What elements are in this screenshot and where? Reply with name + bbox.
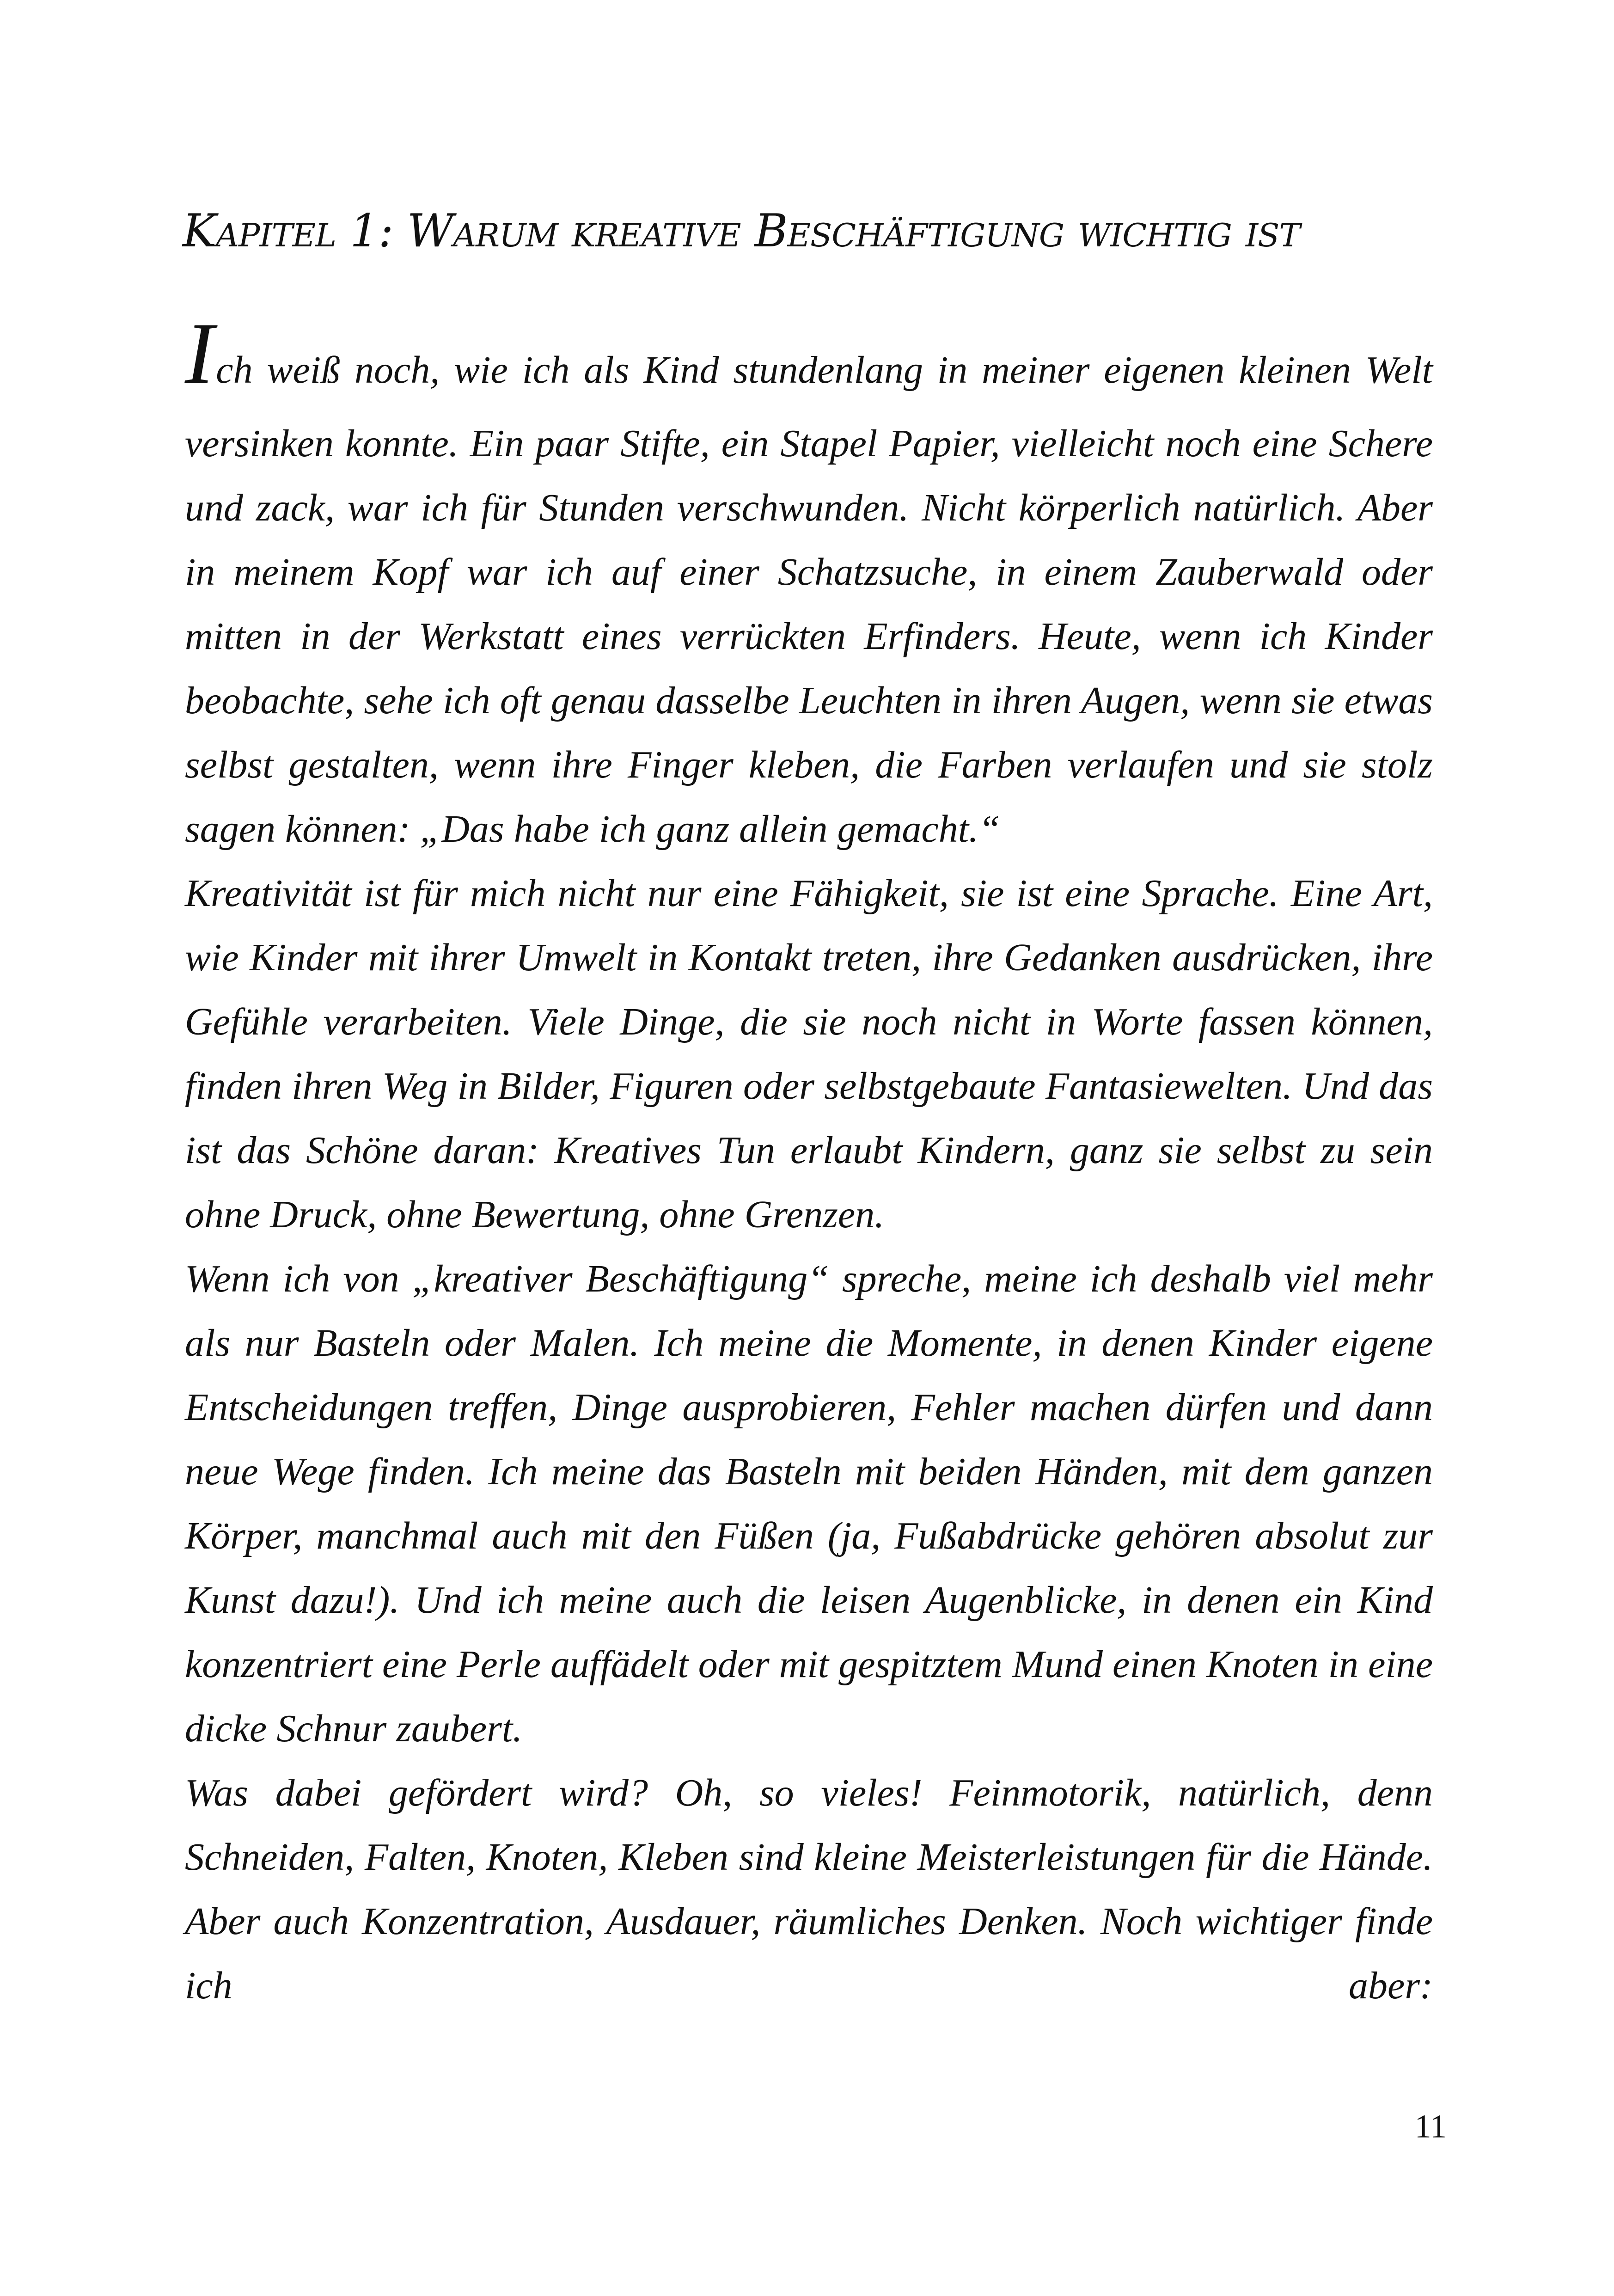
page-number: 11 <box>1414 2108 1447 2145</box>
paragraph-4: Was dabei gefördert wird? Oh, so vieles! Feinmotorik, natürlich, denn Schneiden, Falten, Knoten, Kleben sind kleine Meisterleistungen für die Hände. Aber auch Konzentration, Ausdauer, räumliches Denken. Noch wichtiger finde ich aber: <box>185 1771 1433 2007</box>
opening-line <box>185 305 1433 411</box>
paragraph-1 <box>185 305 1433 861</box>
paragraph-2: Kreativität ist für mich nicht nur eine Fähigkeit, sie ist eine Sprache. Eine Art, wie Kinder mit ihrer Umwelt in Kontakt treten, ihre Gedanken ausdrücken, ihre Gefühle verarbeiten. Viele Dinge, die sie noch nicht in Worte fassen können, finden ihren Weg in Bilder, Figuren oder selbstgebaute Fantasiewelten. Und das ist das Schöne daran: Kreatives Tun erlaubt Kindern, ganz sie selbst zu sein ohne Druck, ohne Bewertung, ohne Grenzen. <box>185 872 1433 1236</box>
drop-cap-letter: I <box>185 305 214 402</box>
paragraph-1-text: versinken konnte. Ein paar Stifte, ein Stapel Papier, vielleicht noch eine Schere und zack, war ich für Stunden verschwunden. Nicht körperlich natürlich. Aber in meinem Kopf war ich auf einer Schatzsuche, in einem Zauberwald oder mitten in der Werkstatt eines verrückten Erfinders. Heute, wenn ich Kinder beobachte, sehe ich oft genau dasselbe Leuchten in ihren Augen, wenn sie etwas selbst gestalten, wenn ihre Finger kleben, die Farben verlaufen und sie stolz sagen können: „Das habe ich ganz allein gemacht.“ <box>185 422 1433 851</box>
paragraph-3: Wenn ich von „kreativer Beschäftigung“ spreche, meine ich deshalb viel mehr als nur Basteln oder Malen. Ich meine die Momente, in denen Kinder eigene Entscheidungen treffen, Dinge ausprobieren, Fehler machen dürfen und dann neue Wege finden. Ich meine das Basteln mit beiden Händen, mit dem ganzen Körper, manchmal auch mit den Füßen (ja, Fußabdrücke gehören absolut zur Kunst dazu!). Und ich meine auch die leisen Augenblicke, in denen ein Kind konzentriert eine Perle auffädelt oder mit gespitztem Mund einen Knoten in eine dicke Schnur zaubert. <box>185 1257 1433 1750</box>
chapter-title: Kapitel 1: Warum kreative Beschäftigung wichtig ist <box>183 205 1300 257</box>
opening-line-text: ch weiß noch, wie ich als Kind stundenlang in meiner eigenen kleinen Welt <box>216 349 1433 392</box>
chapter-body <box>185 305 1433 2018</box>
